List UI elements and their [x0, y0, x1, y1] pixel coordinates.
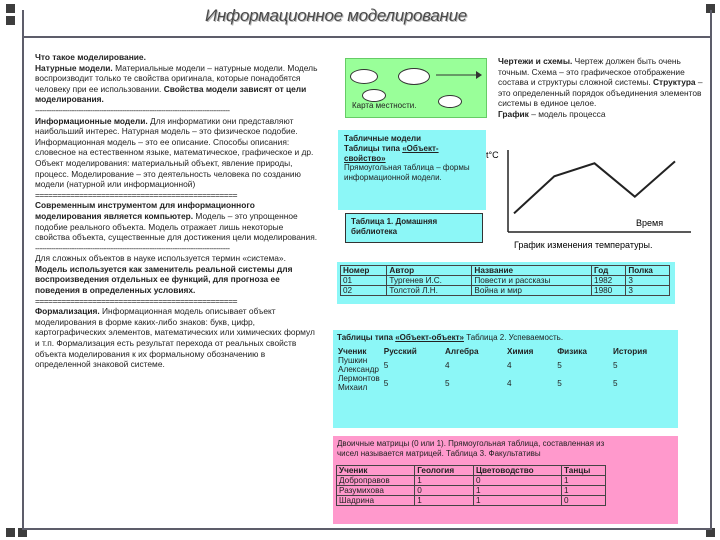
bottom-rule: [22, 528, 712, 530]
table1-cell: Повести и рассказы: [472, 276, 592, 286]
table3-header-row: [337, 466, 606, 476]
separator-2: ==============================================: [35, 189, 237, 200]
table3-cell: 1: [561, 476, 605, 486]
table1-cell: 3: [626, 286, 670, 296]
table3-cell: 1: [415, 476, 474, 486]
table2-cell: Лермонтов Михаил: [338, 374, 380, 392]
table1-cell: Тургенев И.С.: [387, 276, 472, 286]
table2-cell: 5: [612, 378, 618, 388]
table3-cell: 0: [415, 486, 474, 496]
bullet-square-3: [6, 528, 15, 537]
table3-box: [333, 436, 678, 524]
table3-cell: Шадрина: [337, 496, 415, 506]
left-text-column: [35, 52, 320, 522]
right-rule: [710, 10, 712, 530]
paragraph-information-models: [35, 116, 320, 190]
table-row: [341, 286, 670, 296]
table3-cell: 1: [415, 496, 474, 506]
table1-header-1: Автор: [387, 266, 472, 276]
table-type-label: Таблицы типа: [344, 143, 400, 153]
table2-header-0: Ученик: [338, 347, 367, 356]
table1-cell: 1982: [592, 276, 626, 286]
table3-cell: Доброправов: [337, 476, 415, 486]
table3-cell: 1: [561, 486, 605, 496]
separator-4: ==============================================: [35, 295, 237, 306]
text-model-properties: Свойства модели зависят от цели моделирования.: [35, 83, 307, 105]
table2-cell: 5: [444, 378, 450, 388]
graph-y-label: t°C: [486, 150, 499, 160]
grades-table: [336, 347, 674, 392]
graph-caption: График изменения температуры.: [514, 240, 653, 250]
table2-cell: 5: [557, 378, 562, 388]
text-computer-tool: Современным инструментом для информационного моделирования является компьютер.: [35, 200, 255, 221]
table1-cell: 02: [341, 286, 387, 296]
map-ellipse-4: [438, 95, 462, 108]
table2-cell: 4: [507, 378, 512, 388]
library-table: [340, 265, 670, 296]
paragraph-system: [35, 253, 320, 295]
table3-header-3: Танцы: [561, 466, 605, 476]
text-formalization: Информационная модель описывает объект моделирования в форме каких-либо знаков: букв, цифр, картографических элементов, математических или химических формул и т.п. Формализация есть результат перехода от реальных свойств объекта моделирования к их формальному обозначению в определенной знаковой системе.: [35, 306, 315, 370]
text-model-definition: Модель – это упрощенное подобие реального объекта. Модель отражает лишь некоторые свойства объекта, существенные для достижения цели моделирования.: [35, 210, 318, 243]
table1-caption: Таблица 1. Домашняя библиотека: [351, 217, 438, 236]
table3-cell: Разумихова: [337, 486, 415, 496]
table3-caption-line1: Двоичные матрицы (0 или 1). Прямоугольная таблица, составленная из: [337, 439, 605, 448]
table1-header-row: [341, 266, 670, 276]
text-model-use: Модель используется как заменитель реальной системы для воспроизведения отдельных ее функций, для прогноза ее поведения в определенных условиях.: [35, 263, 293, 296]
table2-header-row: [336, 347, 674, 356]
text-system-term: Для сложных объектов в науке используется термин «система».: [35, 253, 286, 264]
table2-caption-type: «Объект-объект»: [395, 333, 464, 342]
table-models-box: [338, 130, 486, 210]
heading-what-is-modeling: Что такое моделирование.: [35, 52, 146, 62]
term-structure: Структура: [652, 77, 696, 88]
table2-caption-prefix: Таблицы типа: [337, 333, 393, 342]
table1-header-3: Год: [592, 266, 626, 276]
bullet-square-2: [6, 16, 15, 25]
text-structure: – это определенный порядок объединения элементов системы в единое целое.: [498, 77, 703, 109]
page-title: Информационное моделирование: [205, 6, 467, 25]
table2-header-2: Алгебра: [444, 347, 479, 356]
text-drawings: Чертеж должен быть очень точным. Схема – это графическое отображение состава и структуры сложной системы.: [498, 56, 685, 88]
bullet-square-1: [6, 4, 15, 13]
table2-cell: 5: [557, 360, 562, 370]
text-information-models: Для информатики они представляют наибольший интерес. Натурная модель – это физическое подобие. Информационная модель – это ее описание. Способы описания: словесное на естественном языке, математическое, графическое и др. Объект моделирования: материальный объект, явление природы, процесс. Моделирование – это деятельность человека по созданию модели (натурной или информационной): [35, 115, 314, 190]
table3-cell: 0: [561, 496, 605, 506]
paragraph-what-is-modeling: [35, 52, 320, 105]
paragraph-computer-tool: [35, 200, 320, 242]
table-row: [337, 476, 606, 486]
table2-header-1: Русский: [383, 347, 417, 356]
table-row: [337, 486, 606, 496]
table3-cell: 1: [474, 496, 562, 506]
table2-header-3: Химия: [507, 347, 534, 356]
map-box: [345, 58, 487, 118]
left-rule: [22, 10, 24, 530]
table1-caption-box: [345, 213, 483, 243]
map-arrow-icon: [436, 70, 482, 80]
table2-cell: 4: [444, 360, 450, 370]
heading-information-models: Информационные модели.: [35, 115, 148, 126]
heading-formalization: Формализация.: [35, 306, 100, 317]
table3-caption-line2: чисел называется матрицей. Таблица 3. Факультативы: [337, 449, 541, 458]
paragraph-formalization: [35, 306, 320, 370]
table3-caption: [337, 439, 604, 459]
table2-cell: Пушкин Александр: [338, 356, 379, 374]
table2-header-4: Физика: [557, 347, 587, 356]
map-ellipse-2: [398, 68, 430, 85]
text-natural-models: Материальные модели – натурные модели. Модель воспроизводит только те свойства оригинала, которые понадобятся человеку при ее использовании.: [35, 62, 318, 94]
table1-header-4: Полка: [626, 266, 670, 276]
table1-cell: 1980: [592, 286, 626, 296]
table-row: [336, 374, 674, 392]
table-row: [336, 356, 674, 374]
table-row: [337, 496, 606, 506]
table2-box: [333, 330, 678, 428]
right-text-column: [498, 56, 703, 120]
table3-header-1: Геология: [415, 466, 474, 476]
graph-series-line: [514, 161, 675, 213]
graph-x-label: Время: [636, 218, 664, 228]
electives-table: [336, 465, 606, 506]
table2-header-5: История: [612, 347, 648, 356]
table1-cell: Толстой Л.Н.: [387, 286, 472, 296]
table3-header-0: Ученик: [337, 466, 415, 476]
term-graph: График: [498, 108, 529, 119]
table1-cell: 3: [626, 276, 670, 286]
table1-cell: Война и мир: [472, 286, 592, 296]
table3-header-2: Цветоводство: [474, 466, 562, 476]
table1-box: [337, 262, 675, 304]
table-type-value: «Объект-свойство»: [344, 143, 439, 163]
table3-cell: 0: [474, 476, 562, 486]
table2-cell: 4: [507, 360, 512, 370]
separator-3: -------------------------------------------------------------------------------------: [35, 242, 230, 253]
map-caption: Карта местности.: [352, 101, 417, 110]
table2-cell: 5: [383, 378, 389, 388]
table2-cell: 5: [612, 360, 618, 370]
heading-drawings: Чертежи и схемы.: [498, 56, 573, 66]
separator-1: -------------------------------------------------------------------------------------: [35, 104, 230, 115]
map-ellipse-1: [350, 69, 378, 84]
table-row: [341, 276, 670, 286]
table-models-text: Прямоугольная таблица – формы информационной модели.: [344, 163, 470, 183]
table2-caption-suffix: Таблица 2. Успеваемость.: [466, 333, 564, 342]
table2-cell: 5: [383, 360, 389, 370]
temperature-graph: [486, 142, 706, 260]
table3-cell: 1: [474, 486, 562, 496]
table1-cell: 01: [341, 276, 387, 286]
term-natural-models: Натурные модели.: [35, 62, 113, 73]
text-graph: – модель процесса: [531, 108, 606, 119]
table2-caption: [337, 333, 563, 342]
table1-header-2: Название: [472, 266, 592, 276]
table-models-heading: Табличные модели: [344, 134, 421, 143]
table1-header-0: Номер: [341, 266, 387, 276]
